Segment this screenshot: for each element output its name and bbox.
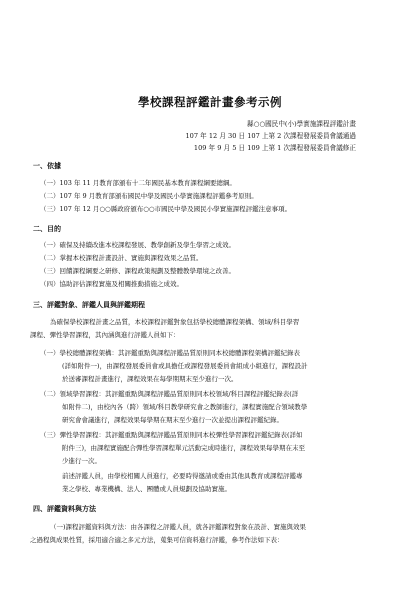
approval-note-1: 107 年 12 月 30 日 107 上第 2 次課程發展委員會議通過 — [185, 132, 356, 140]
section-heading-targets: 三、評鑑對象、評鑑人員與評鑑期程 — [33, 301, 145, 309]
targets-intro-line: 課程、彈性學習課程，其內涵與進行評鑑人員如下： — [30, 331, 180, 339]
purpose-item: （四）協助評估課程實施及相關推動措施之成效。 — [40, 280, 183, 288]
target-item-line: （一）學校總體課程架構：其評鑑重點與課程評鑑品質原則同本校總體課程架構評鑑紀錄表 — [40, 349, 300, 357]
purpose-item: （一）確保及持續改進本校課程發展、教學創新及學生學習之成效。 — [40, 241, 235, 249]
targets-outro-line: 前述評鑑人員，由學校相關人員進行，必要時得邀請或委由其他具教育或課程評鑑專 — [62, 472, 303, 480]
approval-note-2: 109 年 9 月 5 日 109 上第 1 次課程發展委員會議修正 — [193, 144, 356, 152]
target-item-line: 於送審課程計畫進行，課程效果在每學期期末至少進行一次。 — [62, 375, 238, 383]
target-item-line: 如附件二)，由校內各（跨）領域/科目教學研究會之教師進行，課程實施配合領域教學 — [62, 403, 308, 411]
targets-intro-line: 為確保學校課程計畫之品質，本校課程評鑑對象包括學校總體課程架構、領域/科目學習 — [50, 318, 300, 326]
methods-paragraph-line: 之過程與成果性質，採用適合適之多元方法，蒐集可信資料進行評鑑，參考作法如下表： — [30, 536, 284, 544]
section-heading-purpose: 二、目的 — [33, 225, 61, 233]
section-heading-methods: 四、評鑑資料與方法 — [33, 505, 96, 513]
methods-paragraph-line: （一)課程評鑑資料與方法：由各課程之評鑑人員，就各評鑑課程對象在設計、實施與效果 — [50, 523, 307, 531]
document-title: 學校課程評鑑計畫參考示例 — [138, 95, 282, 109]
basis-item: （二）107 年 9 月教育部頒布國民中學及國民小學實施課程評鑑參考原則。 — [40, 192, 258, 200]
purpose-item: （二）掌握本校課程計畫設計、實施與課程效果之品質。 — [40, 254, 203, 262]
target-item-line: 附件三)，由課程實施配合彈性學習課程單元活動完成時進行，課程效果每學期在末至 — [62, 444, 306, 452]
section-heading-basis: 一、依據 — [33, 162, 61, 170]
purpose-item: （三）回饋課程綱要之研修、課程政策規劃及整體教學環境之改善。 — [40, 267, 235, 275]
targets-outro-line: 業之學校、專業機構、法人、團體或人員規劃及協助實施。 — [62, 485, 231, 493]
target-item-line: （二）領域學習課程：其評鑑重點與課程評鑑品質原則同本校領域/科目課程評鑑紀錄表(詳 — [40, 390, 299, 398]
org-plan-name: 縣○○國民中(小)學實施課程評鑑計畫 — [247, 120, 356, 128]
target-item-line: 研究會會議進行，課程效果每學期在期末至少進行一次並提出課程評鑑紀錄。 — [62, 416, 283, 424]
target-item-line: （三）彈性學習課程：其評鑑重點與課程評鑑品質原則同本校彈性學習課程評鑑紀錄表(詳如 — [40, 431, 303, 439]
target-item-line: 少進行一次。 — [62, 457, 101, 465]
basis-item: （一）103 年 11 月教育部頒布十二年國民基本教育課程綱要總綱。 — [40, 179, 236, 187]
basis-item: （三）107 年 12 月○○縣政府頒布○○市國民中學及國民小學實施課程評鑑注意事項。 — [40, 205, 292, 213]
target-item-line: (詳如附件一)，由課程發展委員會或具擔任或課程發展委員會組成小組進行，課程設計 — [62, 362, 308, 370]
